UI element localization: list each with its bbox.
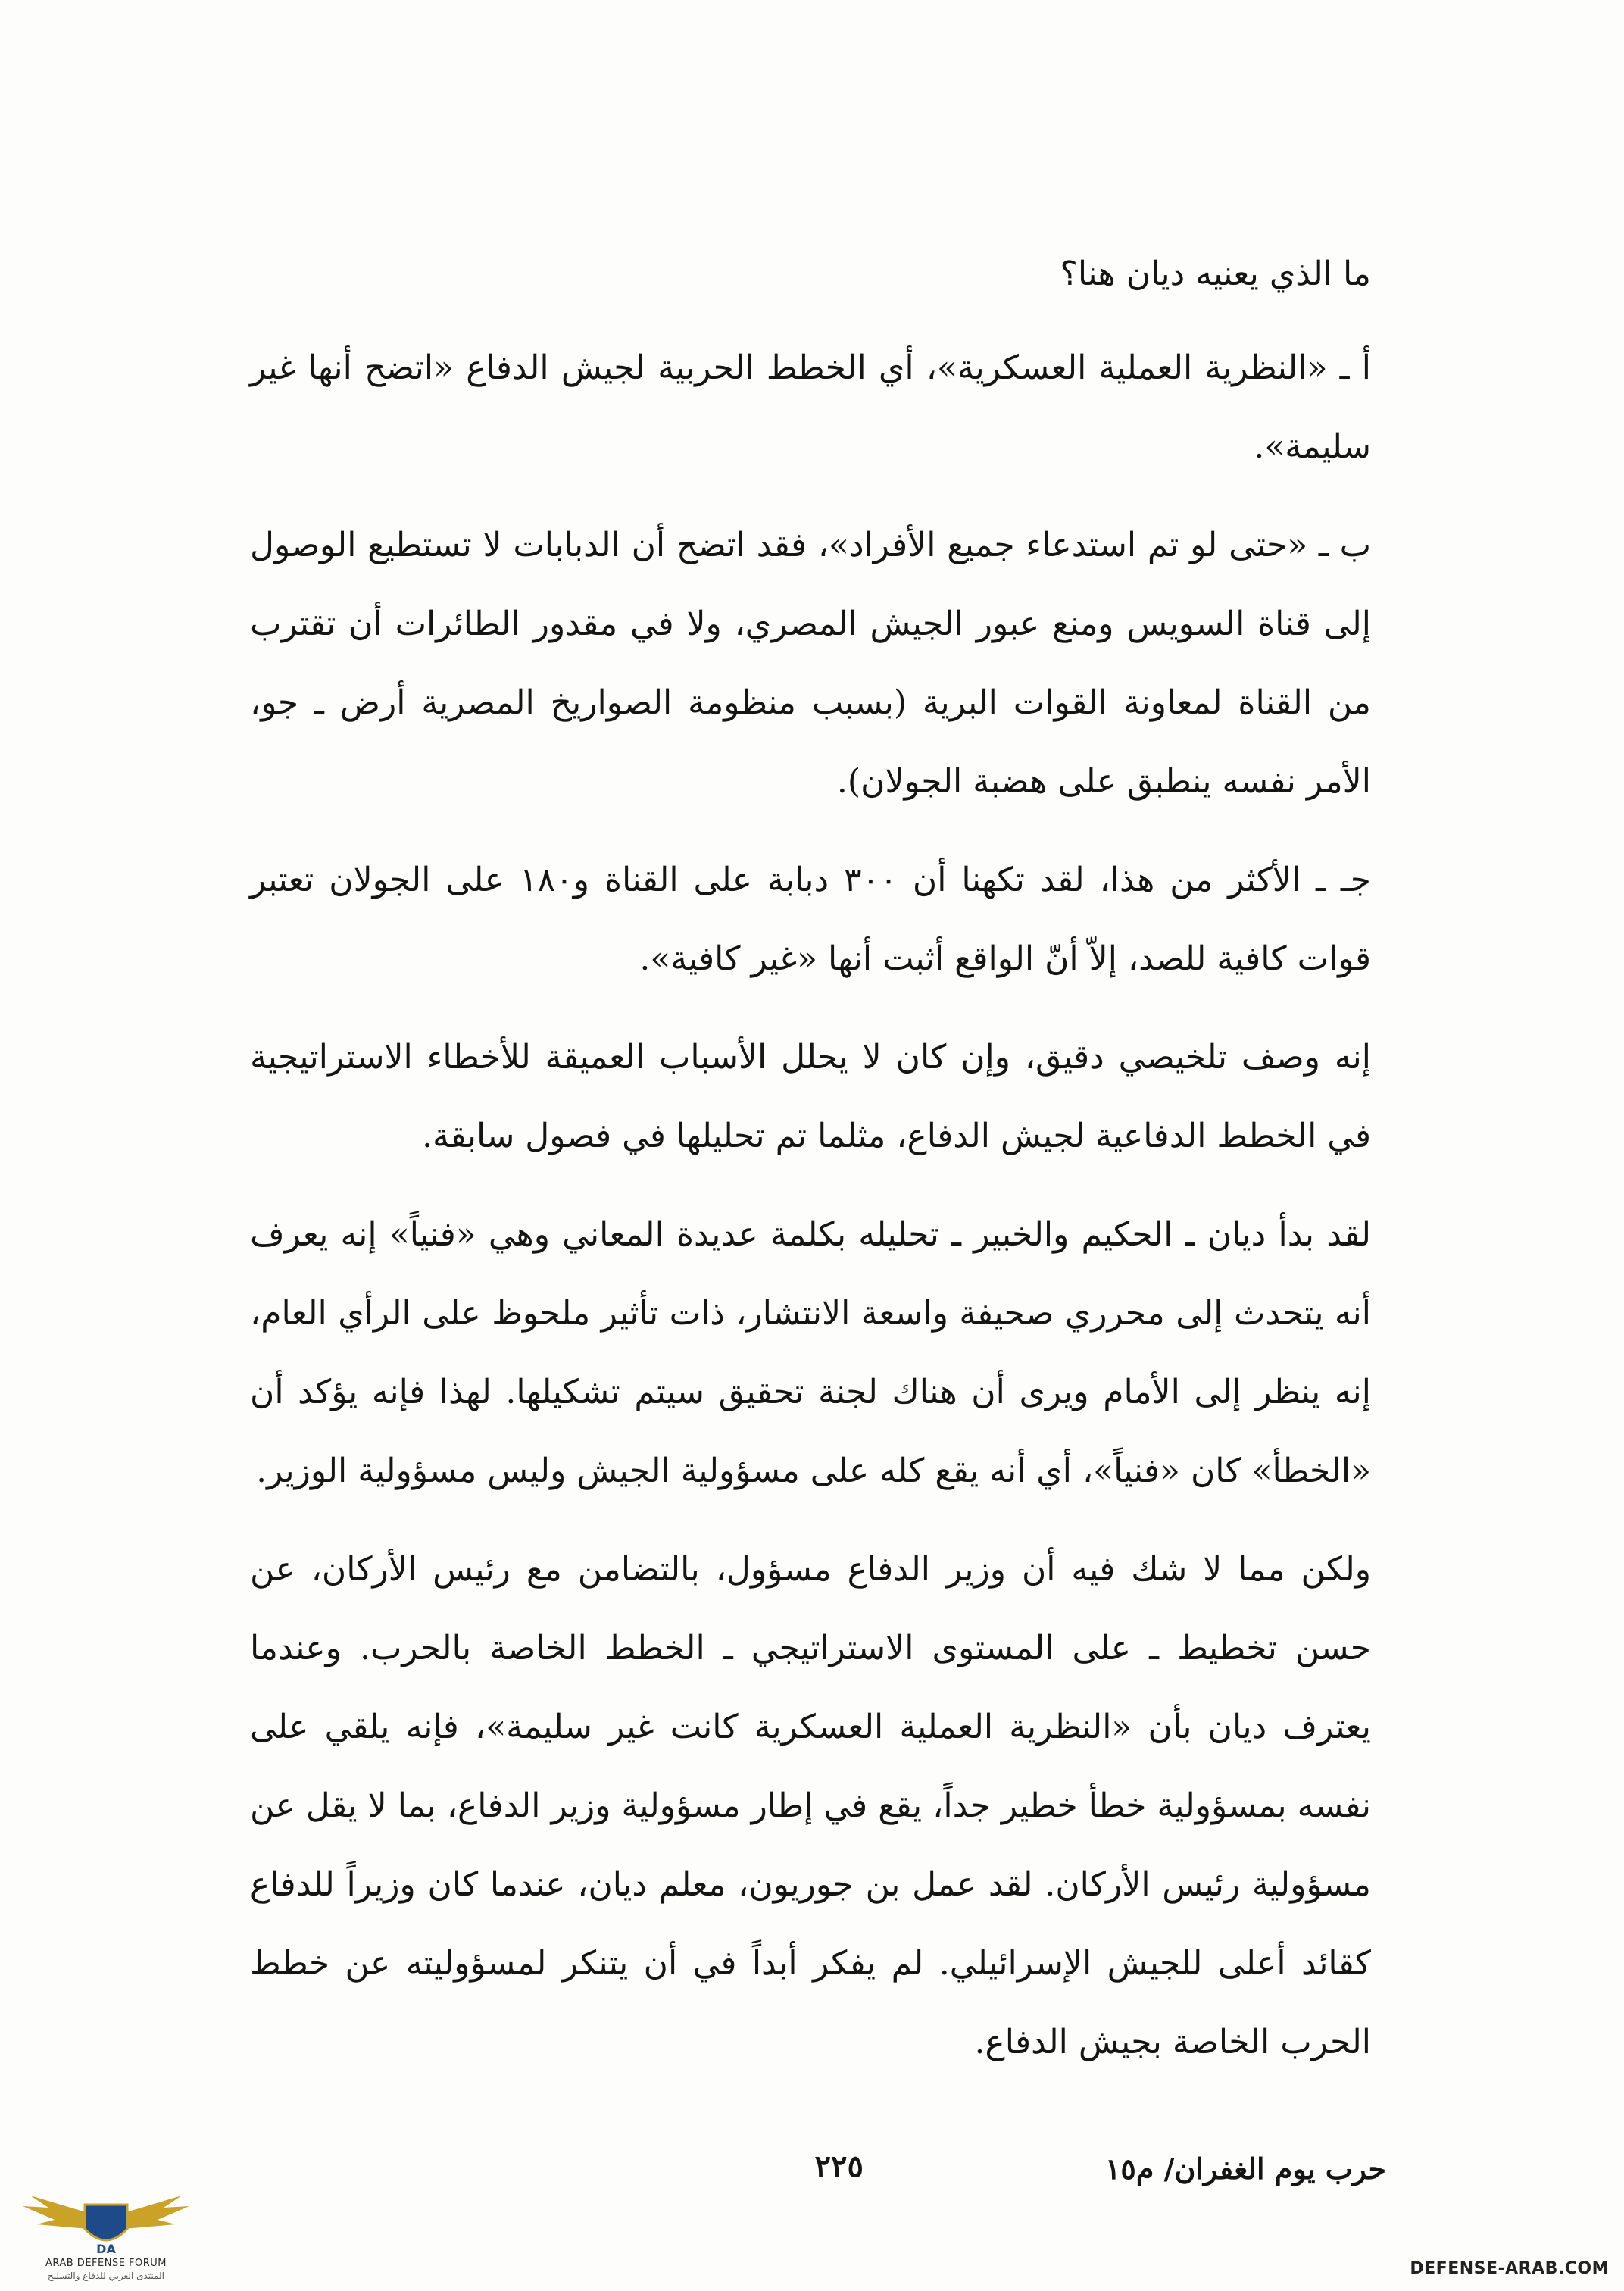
logo-monogram: DA bbox=[96, 2242, 116, 2256]
page-number: ٢٢٥ bbox=[814, 2149, 864, 2184]
footer-book-title: حرب يوم الغفران/ م١٥ bbox=[1104, 2152, 1386, 2186]
body-text bbox=[250, 235, 1371, 2082]
paragraph-dayan-analysis: لقد بدأ ديان ـ الحكيم والخبير ـ تحليله بكلمة عديدة المعاني وهي «فنياً» إنه يعرف أنه يتحدث إلى محرري صحيفة واسعة الانتشار، ذات تأثير ملحوظ على الرأي العام، إنه ينظر إلى الأمام ويرى أن هناك لجنة تحقيق سيتم تشكيلها. لهذا فإنه يؤكد أن «الخطأ» كان «فنياً»، أي أنه يقع كله على مسؤولية الجيش وليس مسؤولية الوزير. bbox=[250, 1215, 1371, 1490]
page-footer bbox=[227, 2149, 1386, 2212]
paragraph-c: جـ ـ الأكثر من هذا، لقد تكهنا أن ٣٠٠ دبابة على القناة و١٨٠ على الجولان تعتبر قوات كافية للصد، إلاّ أنّ الواقع أثبت أنها «غير كافية». bbox=[250, 861, 1371, 978]
paragraph-responsibility: ولكن مما لا شك فيه أن وزير الدفاع مسؤول، بالتضامن مع رئيس الأركان، عن حسن تخطيط ـ على المستوى الاستراتيجي ـ الخطط الخاصة بالحرب. وعندما يعترف ديان بأن «النظرية العملية العسكرية كانت غير سليمة»، فإنه يلقي على نفسه بمسؤولية خطأ خطير جداً، يقع في إطار مسؤولية وزير الدفاع، بما لا يقل عن مسؤولية رئيس الأركان. لقد عمل بن جوريون، معلم ديان، عندما كان وزيراً للدفاع كقائد أعلى للجيش الإسرائيلي. لم يفكر أبداً في أن يتنكر لمسؤوليته عن خطط الحرب الخاصة بجيش الدفاع. bbox=[250, 1550, 1371, 2061]
logo-caption-ar: المنتدى العربي للدفاع والتسليح bbox=[48, 2271, 164, 2281]
logo-caption-en: ARAB DEFENSE FORUM bbox=[45, 2258, 167, 2269]
paragraph-b: ب ـ «حتى لو تم استدعاء جميع الأفراد»، فقد اتضح أن الدبابات لا تستطيع الوصول إلى قناة السويس ومنع عبور الجيش المصري، ولا في مقدور الطائرات أن تقترب من القناة لمعاونة القوات البرية (بسبب منظومة الصواريخ المصرية أرض ـ جو، الأمر نفسه ينطبق على هضبة الجولان). bbox=[250, 526, 1371, 801]
paragraph-summary: إنه وصف تلخيصي دقيق، وإن كان لا يحلل الأسباب العميقة للأخطاء الاستراتيجية في الخطط الدفاعية لجيش الدفاع، مثلما تم تحليلها في فصول سابقة. bbox=[250, 1038, 1371, 1155]
paragraph-a: أ ـ «النظرية العملية العسكرية»، أي الخطط الحربية لجيش الدفاع «اتضح أنها غير سليمة». bbox=[250, 348, 1371, 466]
paragraph-question: ما الذي يعنيه ديان هنا؟ bbox=[1060, 255, 1371, 293]
forum-logo-watermark bbox=[15, 2182, 197, 2284]
forum-logo-icon bbox=[15, 2182, 197, 2258]
site-url-watermark: DEFENSE-ARAB.COM bbox=[1410, 2259, 1609, 2278]
